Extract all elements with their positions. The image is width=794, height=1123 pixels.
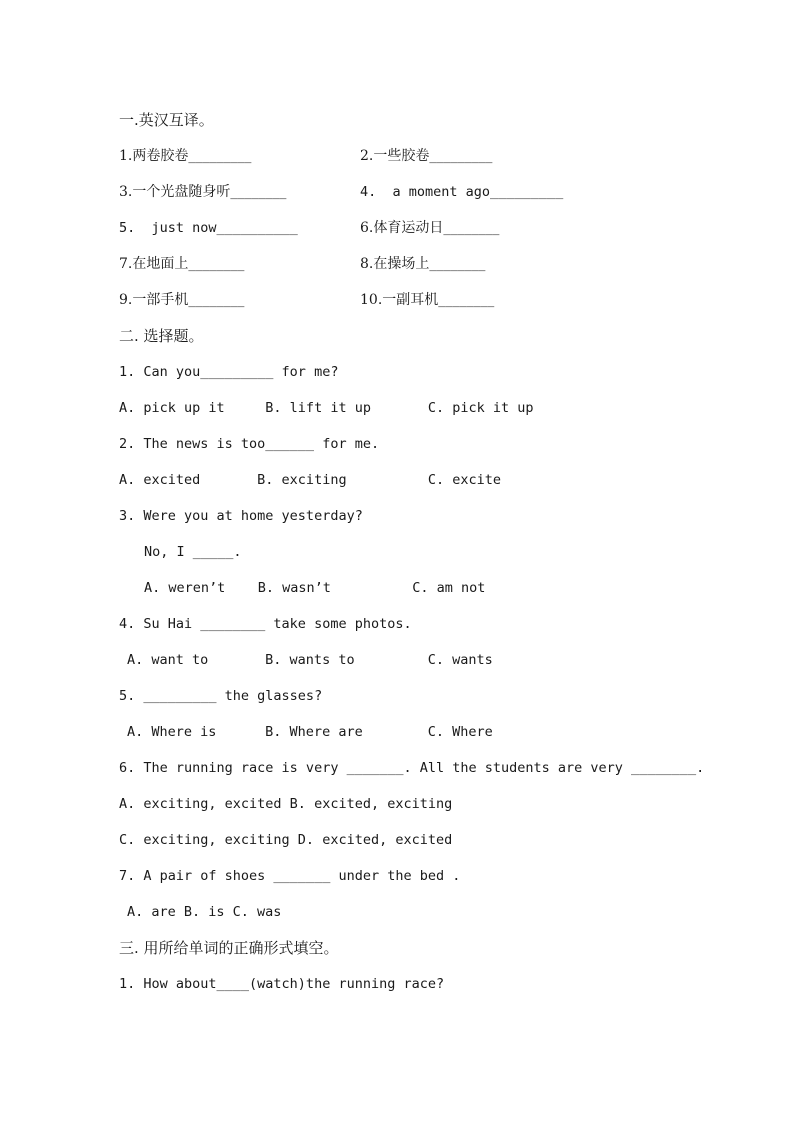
translation-item-3: 3.一个光盘随身听________ [119, 184, 287, 200]
translation-item-6: 6.体育运动日________ [360, 220, 500, 236]
translation-item-1: 1.两卷胶卷_________ [119, 148, 252, 164]
section-2-title: 二. 选择题。 [119, 327, 204, 345]
choice-options-7: A. are B. is C. was [127, 904, 282, 920]
translation-item-4: 4. a moment ago_________ [360, 184, 564, 200]
choice-options-2: A. excited B. exciting C. excite [119, 472, 502, 488]
choice-question-3: 3. Were you at home yesterday? [119, 508, 363, 524]
translation-item-10: 10.一副耳机________ [360, 292, 495, 308]
translation-item-2: 2.一些胶卷_________ [360, 148, 493, 164]
choice-question-3-answer-line: No, I _____. [144, 544, 242, 560]
translation-item-5: 5. just now__________ [119, 220, 298, 236]
choice-options-3: A. weren’t B. wasn’t C. am not [144, 580, 486, 596]
choice-question-2: 2. The news is too______ for me. [119, 436, 380, 452]
choice-options-6-ab: A. exciting, excited B. excited, exciting [119, 796, 453, 812]
choice-question-5: 5. _________ the glasses? [119, 688, 323, 704]
translation-item-8: 8.在操场上________ [360, 256, 486, 272]
choice-options-1: A. pick up it B. lift it up C. pick it up [119, 400, 534, 416]
choice-options-4: A. want to B. wants to C. wants [127, 652, 493, 668]
section-1-title: 一.英汉互译。 [119, 111, 214, 129]
choice-question-7: 7. A pair of shoes _______ under the bed . [119, 868, 461, 884]
translation-item-9: 9.一部手机________ [119, 292, 245, 308]
choice-question-4: 4. Su Hai ________ take some photos. [119, 616, 412, 632]
choice-question-6: 6. The running race is very _______. All the students are very ________. [119, 760, 705, 776]
choice-options-5: A. Where is B. Where are C. Where [127, 724, 493, 740]
section-3-title: 三. 用所给单词的正确形式填空。 [119, 939, 339, 957]
fill-question-1: 1. How about____(watch)the running race? [119, 976, 445, 992]
choice-options-6-cd: C. exciting, exciting D. excited, excited [119, 832, 453, 848]
choice-question-1: 1. Can you_________ for me? [119, 364, 339, 380]
translation-item-7: 7.在地面上________ [119, 256, 245, 272]
